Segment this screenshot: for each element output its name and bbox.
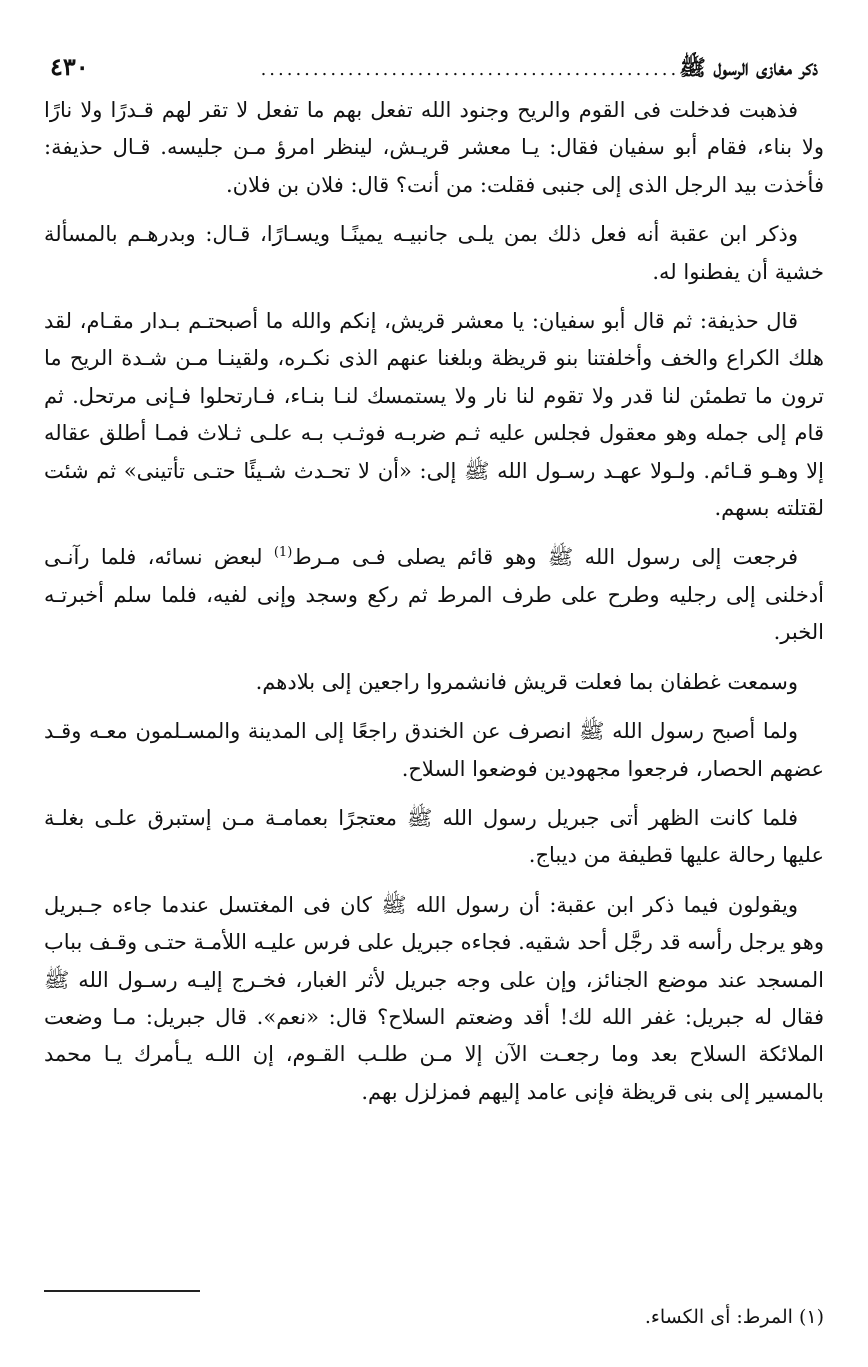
book-page [44,52,824,1123]
footnote-separator [44,1290,200,1292]
body-text [44,92,824,1111]
footnote: (١) المرط: أى الكساء. [644,1306,824,1328]
paragraph: قال حذيفة: ثم قال أبو سفيان: يا معشر قريش، إنكم والله ما أصبحتـم بـدار مقـام، لقد هلك الكراع والخف وأخلفتنا بنو قريظة وبلغنا عنهم الذى نكـره، ولقينـا مـن شـدة الريح ما ترون ما تطمئن لنا قدر ولا تقوم لنا نار ولا يستمسك لنـا بنـاء، فـارتحلوا فـإنى مرتحل. ثم قام إلى جمله وهو معقول فجلس عليه ثـم ضربـه فوثـب بـه علـى ثـلاث فمـا أطلق عقاله إلا وهـو قـائم. ولـولا عهـد رسـول الله ﷺ إلى: «أن لا تحـدث شـيئًا حتـى تأتينى» ثم شئت لقتلته بسهم. [44,309,824,521]
paragraph: فذهبت فدخلت فى القوم والريح وجنود الله تفعل بهم ما تفعل لا تقر لهم قـدرًا ولا نارًا ولا بناء، فقام أبو سفيان فقال: يـا معشر قريـش، لينظر امرؤ مـن جليسه. قـال حذيفة: فأخذت بيد الرجل الذى إلى جنبى فقلت: من أنت؟ قال: فلان بن فلان. [44,98,824,197]
page-number: ٤٣٠ [50,52,89,81]
paragraph: ولما أصبح رسول الله ﷺ انصرف عن الخندق راجعًا إلى المدينة والمسـلمون معـه وقـد عضهم الحصار، فرجعوا مجهودين فوضعوا السلاح. [44,719,824,781]
paragraph: ويقولون فيما ذكر ابن عقبة: أن رسول الله ﷺ كان فى المغتسل عندما جاءه جـبريل وهو يرجل رأسه قد رجَّل أحد شقيه. فجاءه جبريل على فرس عليـه اللأمـة حتـى وقـف بباب المسجد عند موضع الجنائز، وإن على وجه جبريل لأثر الغبار، فخـرج إليـه رسـول الله ﷺ فقال له جبريل: غفر الله لك! أقد وضعتم السلاح؟ قال: «نعم». قال جبريل: مـا وضعت الملائكة السلاح بعد وما رجعـت الآن إلا مـن طلـب القـوم، إن اللـه يـأمرك يـا محمد بالمسير إلى بنى قريظة فإنى عامد إليهم فمزلزل بهم. [44,892,824,1104]
paragraph-with-footnote [44,539,824,651]
footnote-reference[interactable]: (1) [273,545,293,561]
dot-leader: ................................................ [260,59,680,80]
paragraph: وسمعت غطفان بما فعلت قريش فانشمروا راجعين إلى بلادهم. [255,669,798,694]
paragraph-text-continued: لبعض نسائه، فلما رآنـى أدخلنى إلى رجليه وطرح على طرف المرط ثم ركع وسجد وإنى لفيه، فلما سلم أخبرتـه الخبر. [44,545,824,645]
chapter-title: ذكر مغازى الرسول ﷺ [679,55,818,81]
paragraph: وذكر ابن عقبة أنه فعل ذلك بمن يلـى جانبيـه يمينًـا ويسـارًا، قـال: وبدرهـم بالمسألة خشية أن يفطنوا له. [44,222,824,284]
running-head [44,52,824,92]
paragraph-text: فرجعت إلى رسول الله ﷺ وهو قائم يصلى فـى مـرط [292,545,799,570]
paragraph: فلما كانت الظهر أتى جبريل رسول الله ﷺ معتجرًا بعمامـة مـن إستبرق علـى بغلـة عليها رحالة عليها قطيفة من ديباج. [44,805,824,868]
